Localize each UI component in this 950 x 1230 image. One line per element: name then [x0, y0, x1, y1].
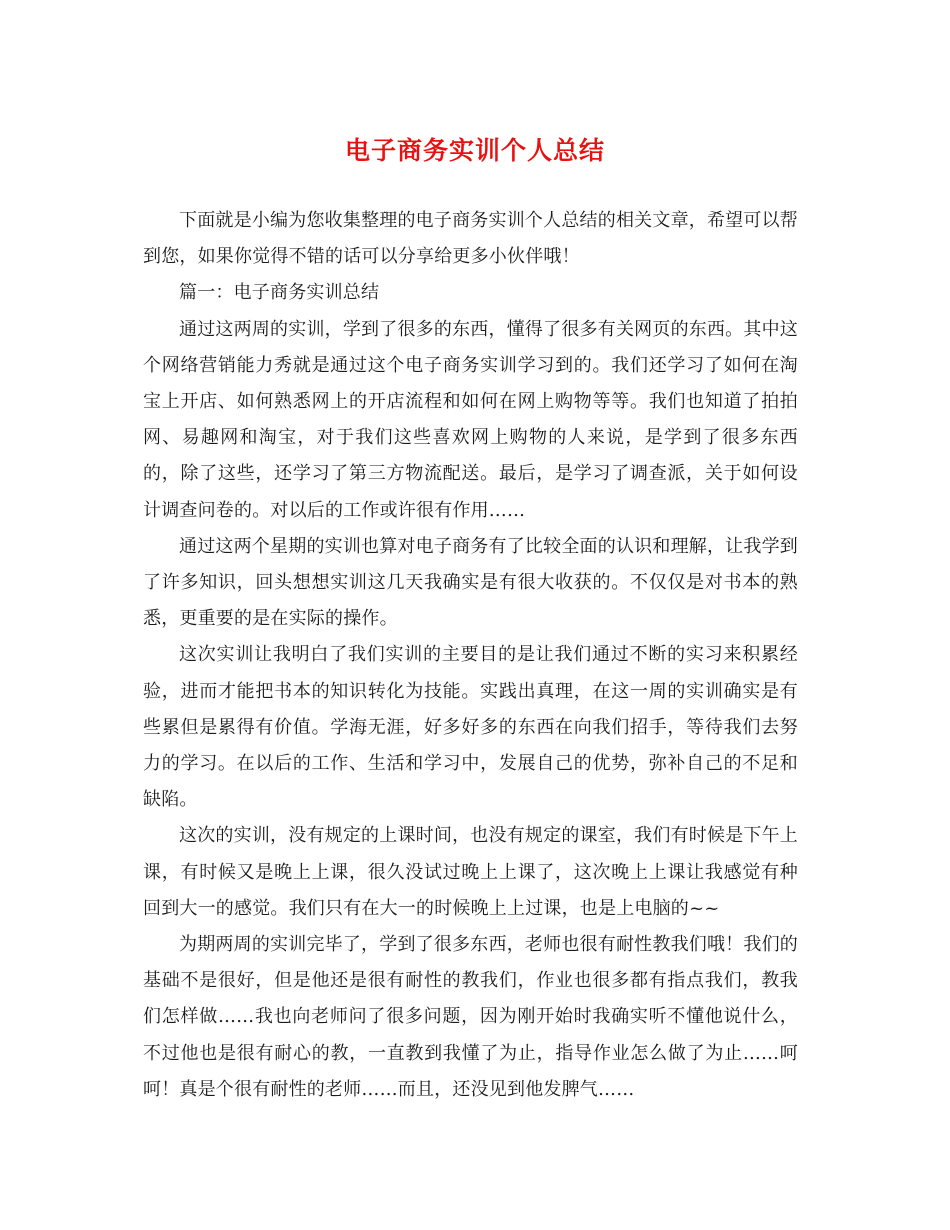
document-title: 电子商务实训个人总结 [344, 136, 605, 165]
paragraph-intro: 下面就是小编为您收集整理的电子商务实训个人总结的相关文章，希望可以帮到您，如果你觉得不错的话可以分享给更多小伙伴哦！ [143, 210, 798, 268]
paragraph: 这次实训让我明白了我们实训的主要目的是让我们通过不断的实习来积累经验，进而才能把书本的知识转化为技能。实践出真理，在这一周的实训确实是有些累但是累得有价值。学海无涯，好多好多的东西在向我们招手，等待我们去努力的学习。在以后的工作、生活和学习中，发展自己的优势，弥补自己的不足和缺陷。 [143, 644, 798, 811]
paragraph: 这次的实训，没有规定的上课时间，也没有规定的课室，我们有时候是下午上课，有时候又是晚上上课，很久没试过晚上上课了，这次晚上上课让我感觉有种回到大一的感觉。我们只有在大一的时候晚上上过课，也是上电脑的~~ [143, 825, 798, 919]
paragraph: 通过这两周的实训，学到了很多的东西，懂得了很多有关网页的东西。其中这个网络营销能力秀就是通过这个电子商务实训学习到的。我们还学习了如何在淘宝上开店、如何熟悉网上的开店流程和如何在网上购物等等。我们也知道了拍拍网、易趣网和淘宝，对于我们这些喜欢网上购物的人来说，是学到了很多东西的，除了这些，还学习了第三方物流配送。最后，是学习了调查派，关于如何设计调查问卷的。对以后的工作或许很有作用…… [143, 318, 798, 521]
paragraph: 为期两周的实训完毕了，学到了很多东西，老师也很有耐性教我们哦！我们的基础不是很好，但是他还是很有耐性的教我们，作业也很多都有指点我们，教我们怎样做……我也向老师问了很多问题，因为刚开始时我确实听不懂他说什么，不过他也是很有耐心的教，一直教到我懂了为止，指导作业怎么做了为止……呵呵！真是个很有耐性的老师……而且，还没见到他发脾气…… [143, 934, 798, 1100]
document-body [143, 203, 798, 1108]
section-heading: 篇一：电子商务实训总结 [179, 282, 380, 304]
paragraph: 通过这两个星期的实训也算对电子商务有了比较全面的认识和理解，让我学到了许多知识，回头想想实训这几天我确实是有很大收获的。不仅仅是对书本的熟悉，更重要的是在实际的操作。 [143, 535, 798, 630]
